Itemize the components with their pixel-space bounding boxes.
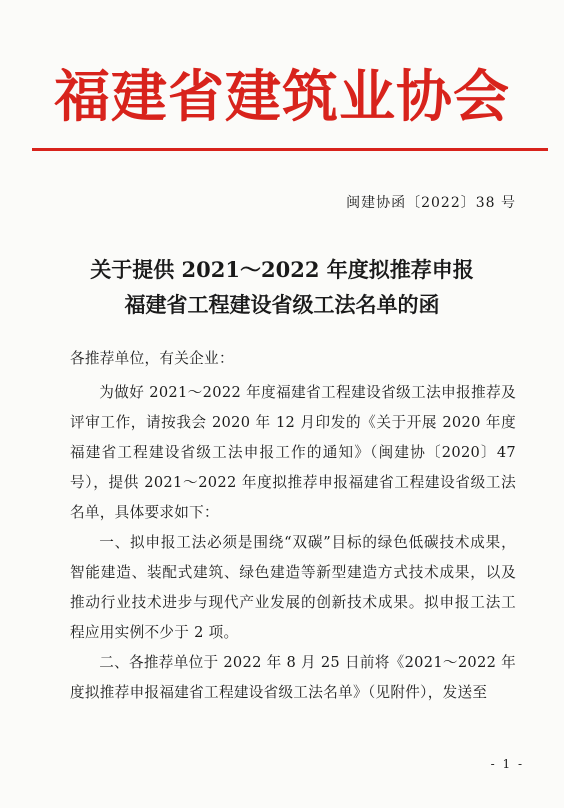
paragraph-requirement-1: 一、拟申报工法必须是围绕“双碳”目标的绿色低碳技术成果，智能建造、装配式建筑、绿色建造等新型建造方式技术成果，以及推动行业技术进步与现代产业发展的创新技术成果。拟申报工法工程应用实例不少于 2 项。 (70, 534, 516, 641)
document-body (70, 344, 516, 708)
paragraph-requirement-2: 二、各推荐单位于 2022 年 8 月 25 日前将《2021～2022 年度拟推荐申报福建省工程建设省级工法名单》（见附件），发送至 (70, 654, 516, 701)
title-line-2: 福建省工程建设省级工法名单的函 (124, 292, 440, 317)
title-line-1: 关于提供 2021～2022 年度拟推荐申报 (90, 257, 474, 282)
letterhead-red-rule (32, 148, 548, 151)
document-title (0, 252, 564, 322)
paragraph-intro: 为做好 2021～2022 年度福建省工程建设省级工法申报推荐及评审工作，请按我会 2020 年 12 月印发的《关于开展 2020 年度福建省工程建设省级工法申报工作的通知》（闽建协〔2020〕47 号），提供 2021～2022 年度拟推荐申报福建省工程建设省级工法名单，具体要求如下： (70, 384, 516, 521)
page-number: - 1 - (490, 757, 524, 771)
salutation: 各推荐单位，有关企业： (70, 350, 234, 367)
document-number: 闽建协函〔2022〕38 号 (346, 195, 516, 211)
letterhead-title: 福建省建筑业协会 (54, 65, 510, 130)
